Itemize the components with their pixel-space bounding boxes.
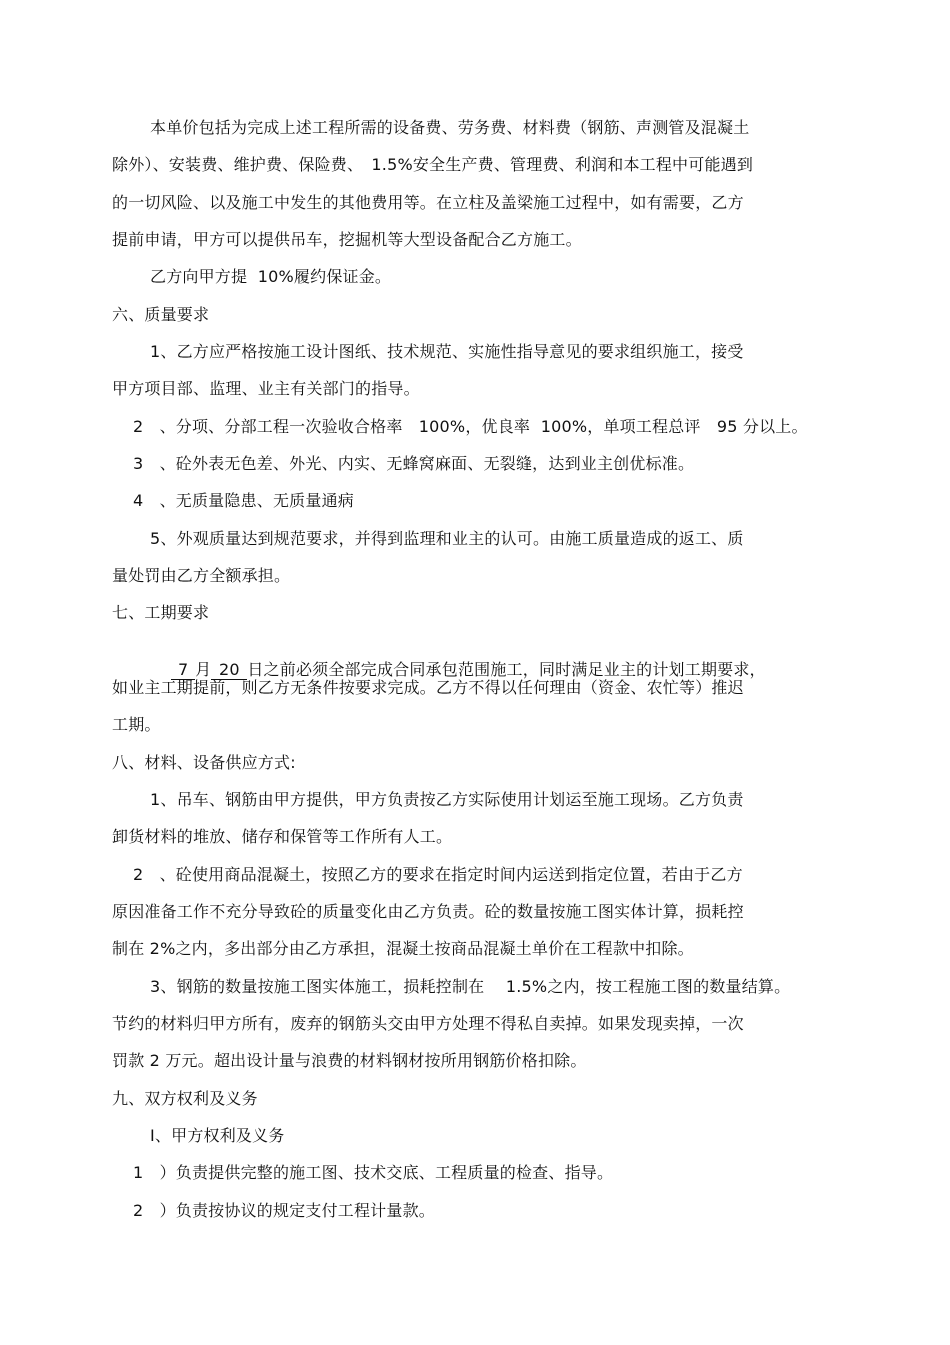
paragraph-line: 如业主工期提前，则乙方无条件按要求完成。乙方不得以任何理由（资金、农忙等）推迟	[112, 678, 744, 697]
paragraph-line: 工期。	[112, 715, 161, 734]
paragraph-line: 节约的材料归甲方所有，废弃的钢筋头交由甲方处理不得私自卖掉。如果发现卖掉，一次	[112, 1014, 744, 1033]
section-heading: 九、双方权利及义务	[112, 1089, 258, 1108]
paragraph-line: 卸货材料的堆放、储存和保管等工作所有人工。	[112, 827, 453, 846]
paragraph-line: 5、外观质量达到规范要求，并得到监理和业主的认可。由施工质量造成的返工、质	[150, 529, 744, 548]
paragraph-line: 乙方向甲方提 10%履约保证金。	[150, 267, 392, 286]
paragraph-line: 1、乙方应严格按施工设计图纸、技术规范、实施性指导意见的要求组织施工，接受	[150, 342, 744, 361]
paragraph-line: 甲方项目部、监理、业主有关部门的指导。	[112, 379, 420, 398]
deadline-month-unit: 月	[195, 660, 212, 679]
paragraph-line: 3、钢筋的数量按施工图实体施工，损耗控制在 1.5%之内，按工程施工图的数量结算。	[150, 977, 791, 996]
paragraph-line: 提前申请，甲方可以提供吊车，挖掘机等大型设备配合乙方施工。	[112, 230, 582, 249]
list-item: 2 、分项、分部工程一次验收合格率 100%，优良率 100%，单项工程总评 95 分以上。	[133, 417, 808, 436]
list-item: 4 、无质量隐患、无质量通病	[133, 491, 354, 510]
paragraph-line: 量处罚由乙方全额承担。	[112, 566, 291, 585]
section-heading: 八、材料、设备供应方式:	[112, 753, 296, 772]
paragraph-line: 的一切风险、以及施工中发生的其他费用等。在立柱及盖梁施工过程中，如有需要，乙方	[112, 193, 744, 212]
deadline-day: 20	[211, 661, 247, 680]
section-heading: 六、质量要求	[112, 305, 210, 324]
paragraph-line: 罚款 2 万元。超出设计量与浪费的材料钢材按所用钢筋价格扣除。	[112, 1051, 587, 1070]
list-item: 2 、砼使用商品混凝土，按照乙方的要求在指定时间内运送到指定位置，若由于乙方	[133, 865, 743, 884]
list-item: 2 ）负责按协议的规定支付工程计量款。	[133, 1201, 435, 1220]
paragraph-line: 制在 2%之内，多出部分由乙方承担，混凝土按商品混凝土单价在工程款中扣除。	[112, 939, 694, 958]
paragraph-line: 原因准备工作不充分导致砼的质量变化由乙方负责。砼的数量按施工图实体计算，损耗控	[112, 902, 744, 921]
deadline-text: 日之前必须全部完成合同承包范围施工，同时满足业主的计划工期要求，	[247, 660, 766, 679]
list-item: 1 ）负责提供完整的施工图、技术交底、工程质量的检查、指导。	[133, 1163, 614, 1182]
paragraph-line: 除外）、安装费、维护费、保险费、 1.5%安全生产费、管理费、利润和本工程中可能遇到	[112, 155, 754, 174]
subsection-heading: I、甲方权利及义务	[150, 1126, 285, 1145]
paragraph-line: 本单价包括为完成上述工程所需的设备费、劳务费、材料费（钢筋、声测管及混凝土	[150, 118, 750, 137]
section-heading: 七、工期要求	[112, 603, 210, 622]
deadline-month: 7	[171, 661, 195, 680]
paragraph-line: 1、吊车、钢筋由甲方提供，甲方负责按乙方实际使用计划运至施工现场。乙方负责	[150, 790, 744, 809]
list-item: 3 、砼外表无色差、外光、内实、无蜂窝麻面、无裂缝，达到业主创优标准。	[133, 454, 695, 473]
